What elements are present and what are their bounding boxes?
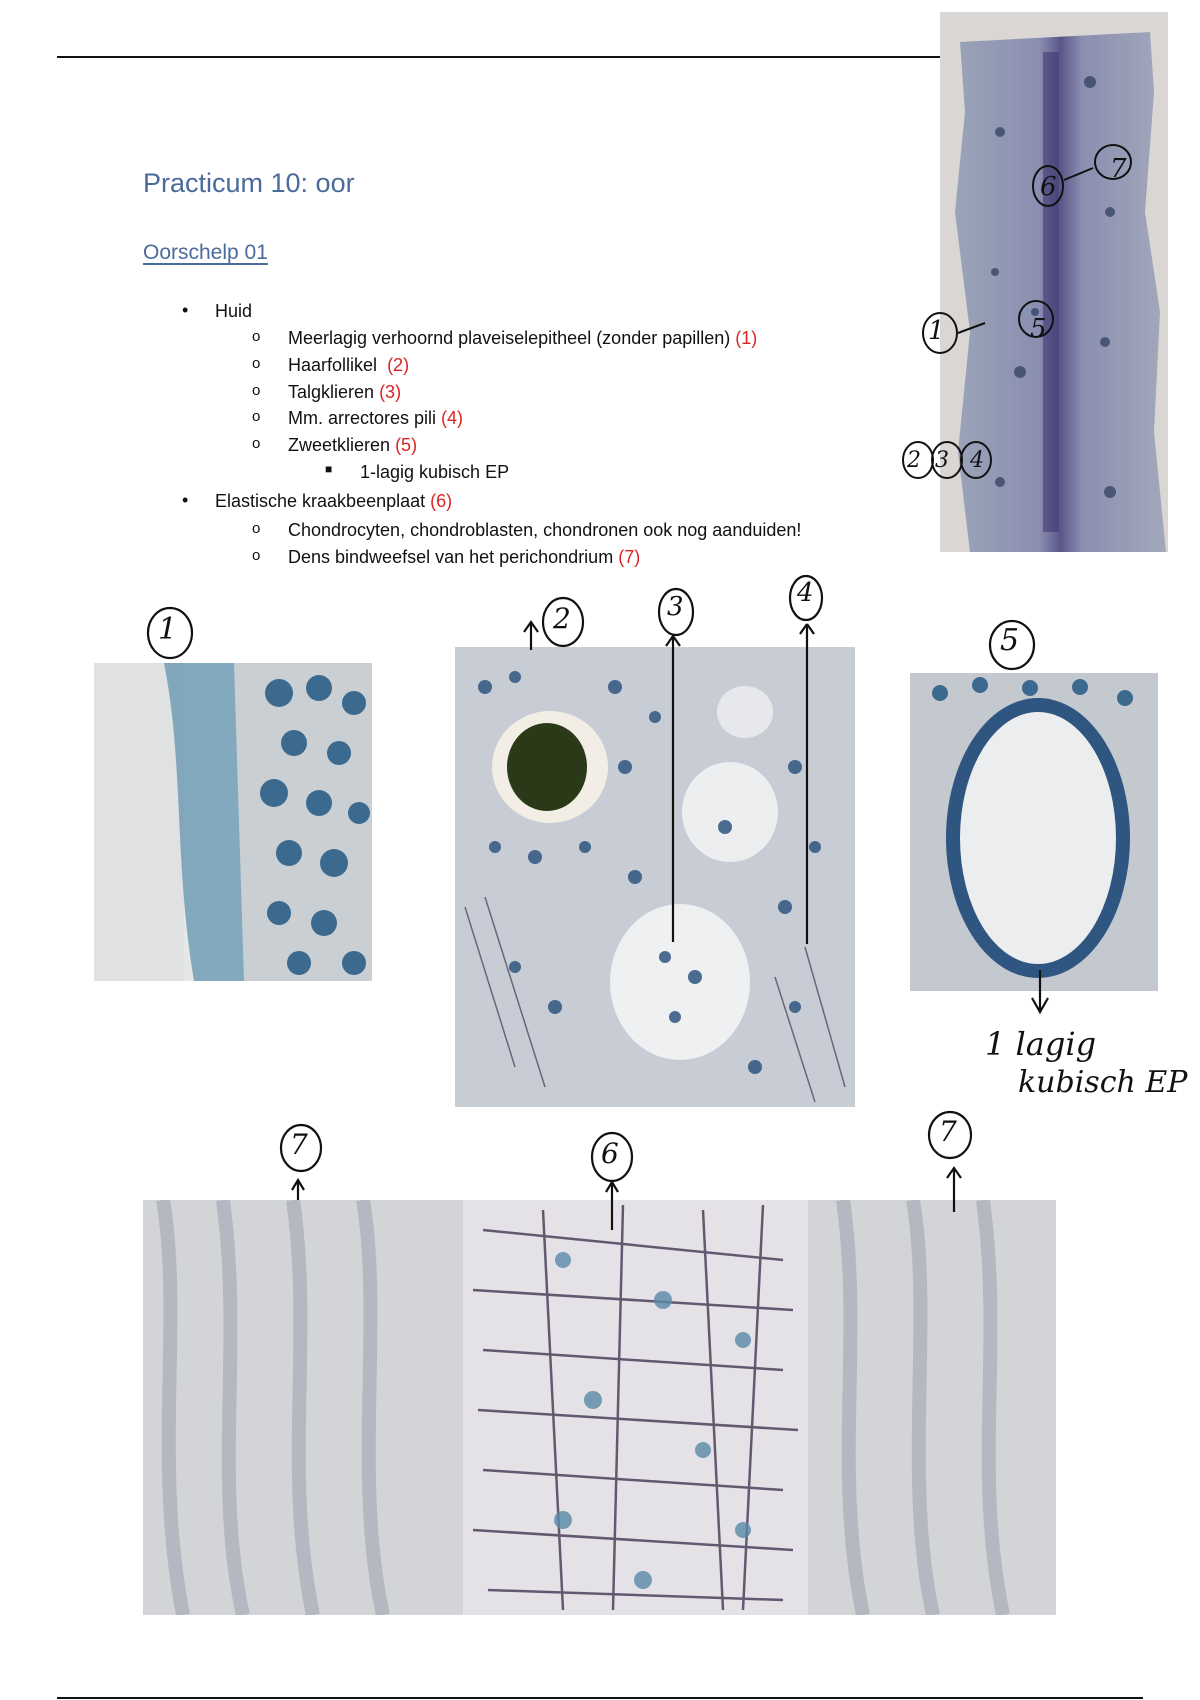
overview-label-1: 1 [928,316,945,346]
circle-bullet-icon: o [252,547,261,564]
circle-bullet-icon: o [252,382,261,399]
list-item: Chondrocyten, chondroblasten, chondronen ook nog aanduiden! [288,520,802,540]
overview-label-2: 2 [907,448,921,473]
overview-label-7: 7 [1110,154,1127,184]
page-title: Practicum 10: oor [143,168,355,198]
item-text: Talgklieren [288,382,375,402]
item-ref: (5) [395,435,418,455]
item-ref: (1) [735,328,758,348]
item-text: Haarfollikel [288,355,378,375]
circle-bullet-icon: o [252,328,261,345]
overview-label-3: 3 [935,448,949,473]
item-text: Dens bindweefsel van het perichondrium [288,547,614,567]
item-text: Mm. arrectores pili [288,408,437,428]
item-text: Meerlagig verhoornd plaveiselepitheel (zonder papillen) [288,328,731,348]
circle-bullet-icon: o [252,408,261,425]
figure-label-5: 5 [1000,623,1020,658]
figure-label-6: 6 [601,1137,619,1170]
figure-label-2: 2 [553,602,571,635]
overview-label-5: 5 [1030,314,1047,344]
list-item-huid: Huid [215,301,253,321]
figure-label-1: 1 [158,612,178,647]
bullet-icon: • [182,300,189,320]
item-ref: (3) [379,382,402,402]
figure-label-7b: 7 [939,1115,957,1148]
handwritten-note-line1: 1 lagig [985,1025,1097,1063]
overview-label-6: 6 [1040,172,1057,202]
overview-label-4: 4 [970,448,984,473]
circle-bullet-icon: o [252,520,261,537]
circle-bullet-icon: o [252,355,261,372]
handwritten-note-line2: kubisch EP [1018,1065,1188,1100]
list-subitem: 1-lagig kubisch EP [360,462,510,482]
circle-bullet-icon: o [252,435,261,452]
square-bullet-icon: ■ [325,462,333,476]
item-ref: (2) [387,355,410,375]
bullet-icon: • [182,490,189,510]
figure-label-4: 4 [797,578,814,608]
figure-label-3: 3 [667,592,684,622]
item-ref: (6) [430,491,453,511]
item-ref: (7) [618,547,641,567]
figure-label-7a: 7 [290,1128,308,1161]
section-heading: Oorschelp 01 [143,241,268,264]
item-ref: (4) [441,408,464,428]
item-text: Zweetklieren [288,435,391,455]
item-text: Elastische kraakbeenplaat [215,491,426,511]
